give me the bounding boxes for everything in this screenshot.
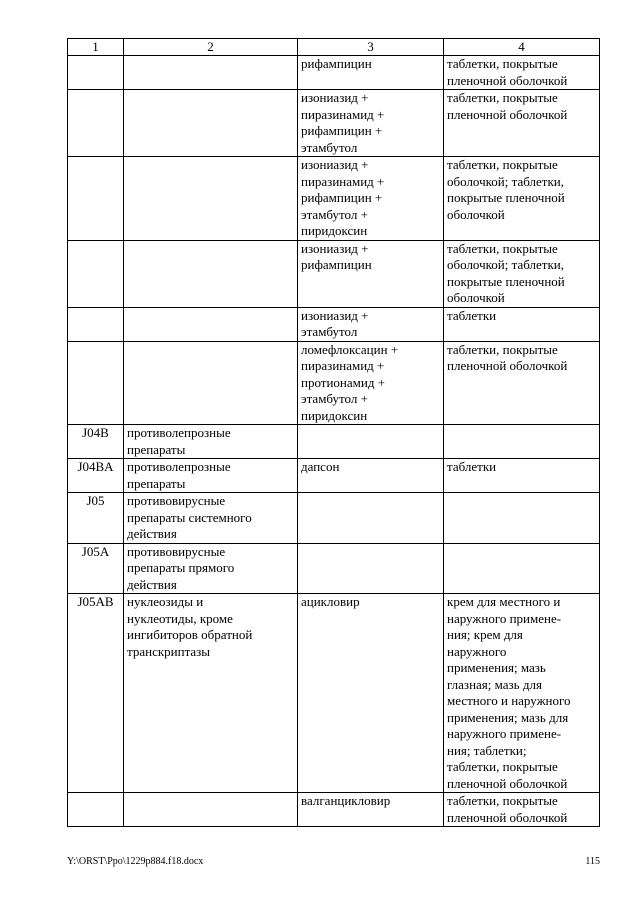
form-cell	[444, 543, 600, 594]
group-cell	[124, 90, 298, 157]
form-cell: таблетки, покрытые пленочной оболочкой	[444, 56, 600, 90]
atc-code-cell	[68, 341, 124, 425]
drug-cell	[298, 543, 444, 594]
atc-code-cell	[68, 56, 124, 90]
drug-cell: ломефлоксацин + пиразинамид + протионамид + этамбутол + пиридоксин	[298, 341, 444, 425]
atc-code-cell	[68, 90, 124, 157]
drug-cell: дапсон	[298, 459, 444, 493]
header-cell-1: 1	[68, 39, 124, 56]
form-cell: таблетки, покрытые пленочной оболочкой	[444, 793, 600, 827]
drug-cell: валганцикловир	[298, 793, 444, 827]
atc-code-cell: J05A	[68, 543, 124, 594]
drug-cell	[298, 425, 444, 459]
footer-file-path: Y:\ORST\Ppo\1229p884.f18.docx	[67, 856, 204, 867]
table-row	[68, 459, 600, 493]
atc-code-cell	[68, 240, 124, 307]
table-header-row	[68, 39, 600, 56]
table-row	[68, 240, 600, 307]
table-row	[68, 307, 600, 341]
form-cell: таблетки, покрытые пленочной оболочкой	[444, 341, 600, 425]
drug-cell: изониазид + рифампицин	[298, 240, 444, 307]
table-row	[68, 56, 600, 90]
table-row	[68, 90, 600, 157]
table-row	[68, 425, 600, 459]
group-cell	[124, 240, 298, 307]
atc-code-cell	[68, 793, 124, 827]
drug-cell: ацикловир	[298, 594, 444, 793]
drug-cell: изониазид + этамбутол	[298, 307, 444, 341]
group-cell: нуклеозиды и нуклеотиды, кроме ингибиторов обратной транскриптазы	[124, 594, 298, 793]
group-cell: противовирусные препараты системного действия	[124, 493, 298, 544]
form-cell	[444, 425, 600, 459]
group-cell: противолепрозные препараты	[124, 459, 298, 493]
form-cell: таблетки, покрытые оболочкой; таблетки, покрытые пленочной оболочкой	[444, 240, 600, 307]
atc-code-cell	[68, 307, 124, 341]
table-row	[68, 341, 600, 425]
drug-table	[67, 38, 600, 827]
header-cell-4: 4	[444, 39, 600, 56]
group-cell	[124, 307, 298, 341]
group-cell	[124, 157, 298, 241]
table-row	[68, 543, 600, 594]
atc-code-cell: J05AB	[68, 594, 124, 793]
drug-cell: изониазид + пиразинамид + рифампицин + этамбутол + пиридоксин	[298, 157, 444, 241]
group-cell	[124, 793, 298, 827]
page-number: 115	[585, 856, 600, 867]
group-cell	[124, 341, 298, 425]
form-cell: крем для местного и наружного примене- ния; крем для наружного применения; мазь глазная; мазь для местного и наружного применения; мазь для наружного примене- ния; таблетки; таблетки, покрытые пленочной оболочкой	[444, 594, 600, 793]
atc-code-cell: J05	[68, 493, 124, 544]
atc-code-cell: J04BA	[68, 459, 124, 493]
group-cell	[124, 56, 298, 90]
header-cell-2: 2	[124, 39, 298, 56]
form-cell: таблетки, покрытые пленочной оболочкой	[444, 90, 600, 157]
atc-code-cell	[68, 157, 124, 241]
group-cell: противовирусные препараты прямого действия	[124, 543, 298, 594]
drug-cell	[298, 493, 444, 544]
header-cell-3: 3	[298, 39, 444, 56]
form-cell: таблетки, покрытые оболочкой; таблетки, покрытые пленочной оболочкой	[444, 157, 600, 241]
drug-cell: изониазид + пиразинамид + рифампицин + этамбутол	[298, 90, 444, 157]
form-cell	[444, 493, 600, 544]
group-cell: противолепрозные препараты	[124, 425, 298, 459]
form-cell: таблетки	[444, 459, 600, 493]
drug-cell: рифампицин	[298, 56, 444, 90]
table-row	[68, 157, 600, 241]
table-row	[68, 594, 600, 793]
table-row	[68, 493, 600, 544]
form-cell: таблетки	[444, 307, 600, 341]
table-row	[68, 793, 600, 827]
atc-code-cell: J04B	[68, 425, 124, 459]
